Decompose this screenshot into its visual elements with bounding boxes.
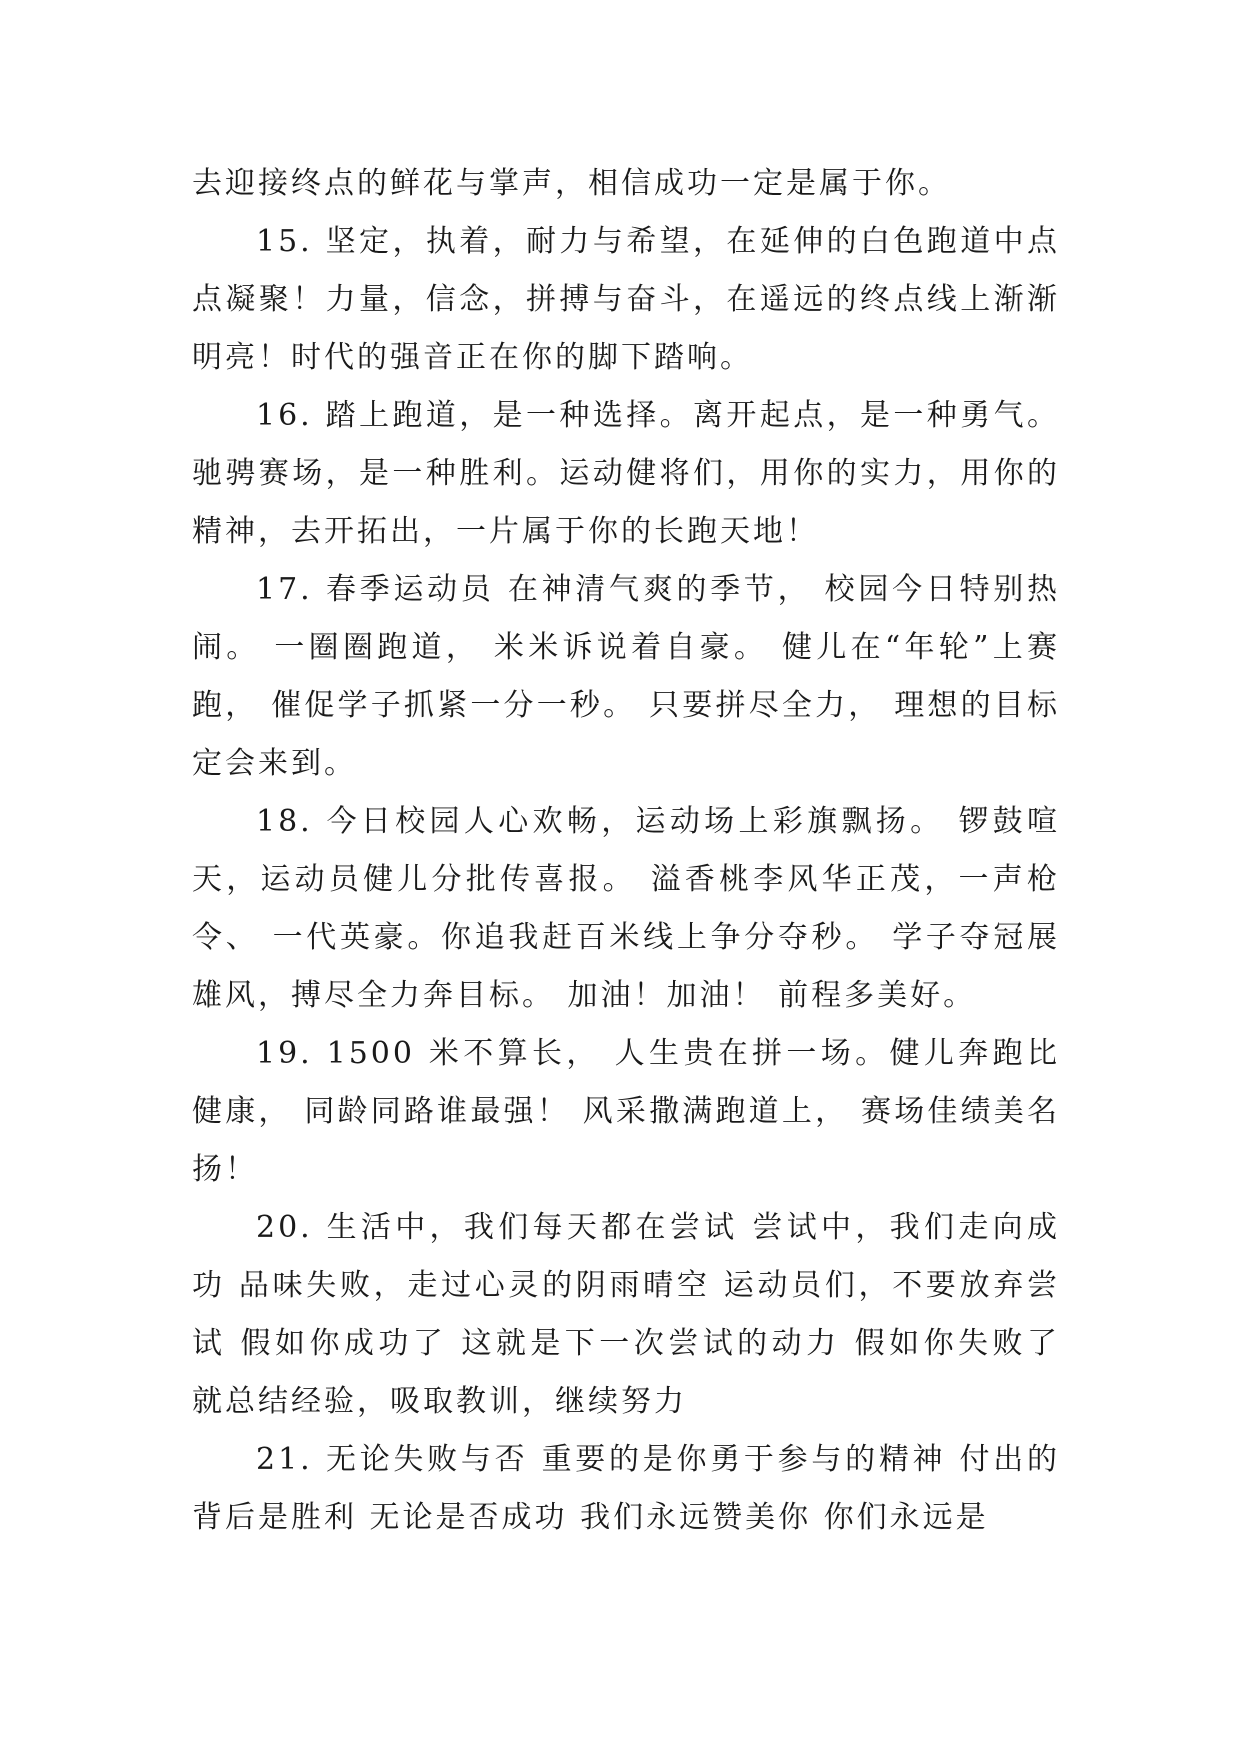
- paragraph-item-18: 18. 今日校园人心欢畅，运动场上彩旗飘扬。 锣鼓喧天，运动员健儿分批传喜报。 溢香桃李风华正茂，一声枪令、 一代英豪。你追我赶百米线上争分夺秒。 学子夺冠展雄风，搏尽全力奔目标。 加油！加油！ 前程多美好。: [192, 804, 1060, 1013]
- paragraph-item-19: 19. 1500 米不算长， 人生贵在拼一场。健儿奔跑比健康， 同龄同路谁最强！ 风采撒满跑道上， 赛场佳绩美名扬！: [192, 1036, 1060, 1187]
- paragraph-continuation: 去迎接终点的鲜花与掌声，相信成功一定是属于你。: [192, 166, 951, 201]
- paragraph-item-21: 21. 无论失败与否 重要的是你勇于参与的精神 付出的背后是胜利 无论是否成功 我们永远赞美你 你们永远是: [192, 1442, 1060, 1535]
- paragraph-item-15: 15. 坚定，执着，耐力与希望，在延伸的白色跑道中点点凝聚！力量，信念，拼搏与奋斗，在遥远的终点线上渐渐明亮！时代的强音正在你的脚下踏响。: [192, 224, 1060, 375]
- paragraph-item-20: 20. 生活中，我们每天都在尝试 尝试中，我们走向成功 品味失败，走过心灵的阴雨晴空 运动员们，不要放弃尝试 假如你成功了 这就是下一次尝试的动力 假如你失败了 就总结经验，吸取教训，继续努力: [192, 1210, 1060, 1419]
- paragraph-item-17: 17. 春季运动员 在神清气爽的季节， 校园今日特别热闹。 一圈圈跑道， 米米诉说着自豪。 健儿在“年轮”上赛跑， 催促学子抓紧一分一秒。 只要拼尽全力， 理想的目标定会来到。: [192, 572, 1060, 781]
- document-body: [192, 155, 1060, 1547]
- paragraph-item-16: 16. 踏上跑道，是一种选择。离开起点，是一种勇气。驰骋赛场，是一种胜利。运动健将们，用你的实力，用你的精神，去开拓出，一片属于你的长跑天地！: [192, 398, 1060, 549]
